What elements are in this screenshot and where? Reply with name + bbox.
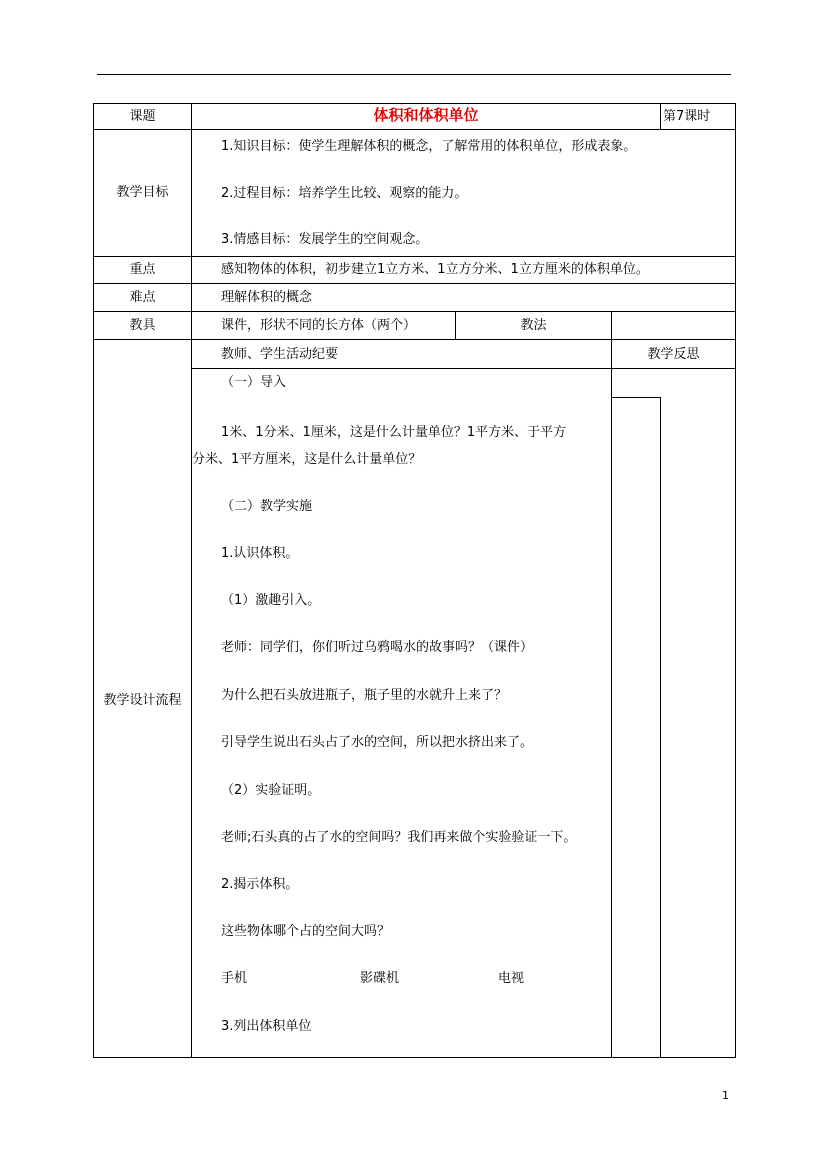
activities-header: 教师、学生活动纪要 [221, 347, 339, 362]
page-title: 体积和体积单位 [373, 106, 479, 124]
flow-line: （1）激趣引入。 [221, 593, 321, 608]
objective-item: 1.知识目标：使学生理解体积的概念，了解常用的体积单位，形成表象。 [221, 139, 637, 154]
objectives-label: 教学目标 [116, 185, 169, 200]
page-number: 1 [722, 1089, 729, 1102]
method-label: 教法 [520, 318, 547, 333]
flow-line: 为什么把石头放进瓶子，瓶子里的水就升上来了？ [221, 688, 508, 703]
lesson-label: 课题 [129, 109, 156, 124]
table-line [93, 311, 736, 312]
tools-text: 课件，形状不同的长方体（两个） [221, 318, 417, 333]
object-item: 电视 [498, 971, 525, 986]
object-item: 影碟机 [360, 971, 400, 986]
flow-line: （2）实验证明。 [221, 783, 321, 798]
table-line [93, 283, 736, 284]
table-line [611, 311, 612, 1058]
flow-label: 教学设计流程 [103, 693, 182, 708]
flow-line: 老师;石头真的占了水的空间吗？我们再来做个实验验证一下。 [221, 830, 577, 845]
period-label: 第7课时 [663, 109, 711, 124]
objective-item: 3.情感目标：发展学生的空间观念。 [221, 232, 429, 247]
flow-line: 3.列出体积单位 [221, 1019, 312, 1034]
table-border-top [93, 103, 736, 104]
table-border-bottom [93, 1057, 736, 1058]
table-line [93, 256, 736, 257]
difficulty-label: 难点 [129, 290, 156, 305]
table-line [191, 368, 736, 369]
flow-line: 老师：同学们，你们听过乌鸦喝水的故事吗？（课件） [221, 640, 534, 655]
key-point-text: 感知物体的体积，初步建立1立方米、1立方分米、1立方厘米的体积单位。 [221, 262, 649, 277]
flow-line: 这些物体哪个占的空间大吗？ [221, 924, 391, 939]
flow-line: 引导学生说出石头占了水的空间，所以把水挤出来了。 [221, 735, 534, 750]
table-line [191, 103, 192, 1058]
flow-line: 分米、1平方厘米，这是什么计量单位？ [192, 452, 422, 467]
flow-line: 2.揭示体积。 [221, 877, 299, 892]
table-border-right [735, 103, 736, 1058]
objective-item: 2.过程目标：培养学生比较、观察的能力。 [221, 186, 468, 201]
flow-line: （一）导入 [221, 375, 287, 390]
table-line [612, 397, 661, 398]
flow-line: （二）教学实施 [221, 499, 313, 514]
header-rule [97, 74, 731, 75]
table-line [93, 339, 736, 340]
flow-line: 1.认识体积。 [221, 546, 299, 561]
reflection-header: 教学反思 [647, 347, 700, 362]
difficulty-text: 理解体积的概念 [221, 290, 313, 305]
table-line [93, 129, 736, 130]
table-line [660, 103, 661, 130]
table-line [660, 397, 661, 1058]
flow-line: 1米、1分米、1厘米，这是什么计量单位？1平方米、于平方 [221, 425, 567, 440]
tools-label: 教具 [129, 318, 156, 333]
key-point-label: 重点 [129, 262, 156, 277]
object-item: 手机 [221, 971, 248, 986]
table-border-left [93, 103, 94, 1058]
